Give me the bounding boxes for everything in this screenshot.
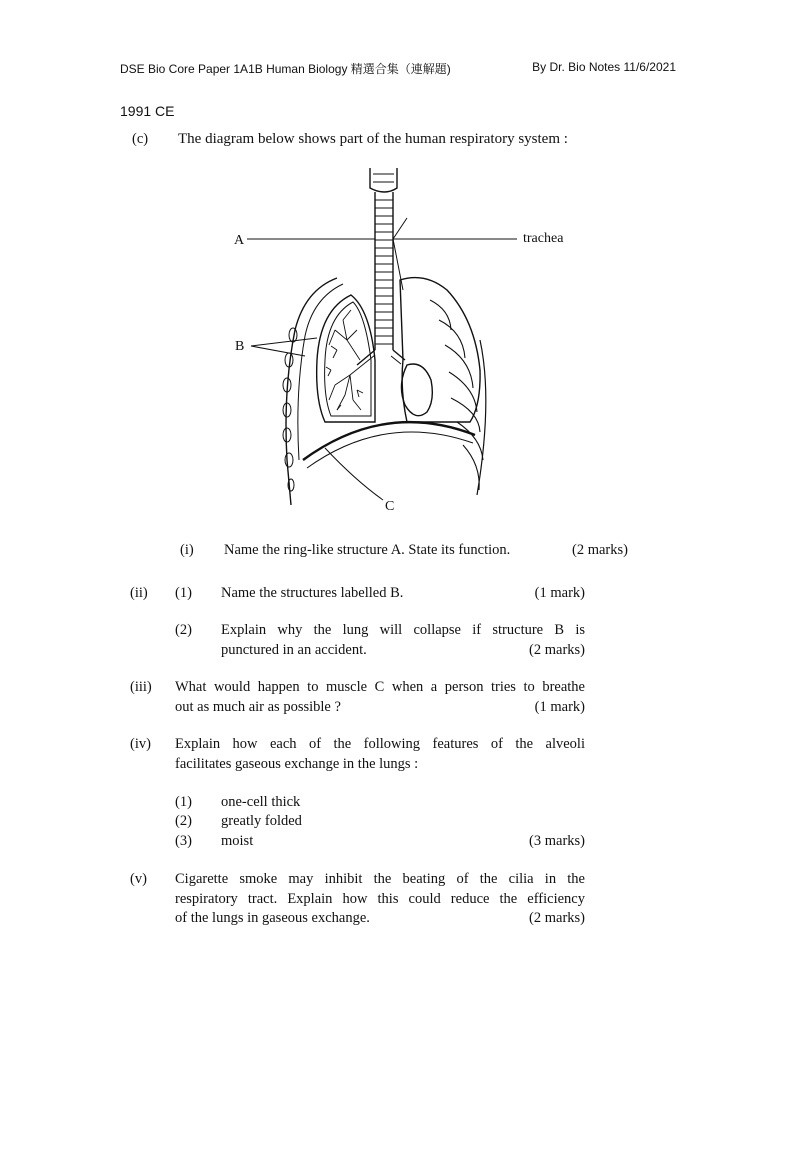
q-iv-number: (iv) xyxy=(130,736,151,752)
q-iv-item-1-number: (1) xyxy=(175,794,192,810)
label-trachea: trachea xyxy=(523,231,564,246)
q-iii-number: (iii) xyxy=(130,679,152,695)
label-b: B xyxy=(235,339,245,354)
q-iv-line1: Explain how each of the following features of the alveoli xyxy=(175,736,585,752)
q-ii-2-line2: punctured in an accident. xyxy=(221,641,367,658)
label-c: C xyxy=(385,499,395,514)
cartilage-rings xyxy=(375,200,393,344)
q-i-number: (i) xyxy=(180,542,194,558)
q-v-line1: Cigarette smoke may inhibit the beating of the cilia in the xyxy=(175,871,585,887)
q-iv-line2: facilitates gaseous exchange in the lungs : xyxy=(175,755,419,772)
q-v-number: (v) xyxy=(130,871,147,887)
header-right: By Dr. Bio Notes 11/6/2021 xyxy=(532,60,676,74)
label-line-c xyxy=(325,448,383,500)
q-ii-1-marks: (1 mark) xyxy=(534,585,585,601)
q-v xyxy=(175,870,585,930)
exam-year: 1991 CE xyxy=(120,103,175,119)
label-line-trachea xyxy=(393,218,517,290)
q-i-marks: (2 marks) xyxy=(572,542,628,558)
q-ii-2-line1: Explain why the lung will collapse if structure B is xyxy=(221,622,585,638)
page-header xyxy=(120,60,676,78)
q-iv-item-3-text: moist xyxy=(221,833,254,849)
q-iv-marks: (3 marks) xyxy=(529,833,585,849)
q-v-line2: respiratory tract. Explain how this could reduce the efficiency xyxy=(175,890,585,907)
label-a: A xyxy=(234,233,245,248)
right-lung xyxy=(400,278,480,422)
q-ii-2-marks: (2 marks) xyxy=(529,641,585,658)
q-iv-item-2-number: (2) xyxy=(175,813,192,829)
q-iv-item-1-text: one-cell thick xyxy=(221,794,301,810)
larynx xyxy=(370,168,397,192)
q-iv-item-2-text: greatly folded xyxy=(221,813,302,829)
q-i-text: Name the ring-like structure A. State its function. xyxy=(224,542,511,558)
label-line-b xyxy=(251,338,317,356)
heart xyxy=(401,364,432,416)
q-ii-1 xyxy=(221,584,585,604)
q-iv-item-3-number: (3) xyxy=(175,833,192,849)
q-iii xyxy=(175,678,585,718)
q-iv xyxy=(175,735,585,774)
question-label: (c) xyxy=(132,131,149,147)
q-ii-1-number: (1) xyxy=(175,585,192,601)
q-iii-line1: What would happen to muscle C when a person tries to breathe xyxy=(175,679,585,695)
q-iv-marks-row xyxy=(175,832,585,852)
right-ribs xyxy=(430,300,483,490)
q-iii-marks: (1 mark) xyxy=(534,698,585,715)
thoracic-wall xyxy=(286,278,337,505)
respiratory-system-diagram xyxy=(225,160,585,520)
q-ii-number: (ii) xyxy=(130,585,148,601)
q-ii-2-number: (2) xyxy=(175,622,192,638)
q-ii-1-text: Name the structures labelled B. xyxy=(221,585,404,601)
q-iii-line2: out as much air as possible ? xyxy=(175,698,341,715)
q-v-marks: (2 marks) xyxy=(529,910,585,926)
header-left: DSE Bio Core Paper 1A1B Human Biology 精選合集（連解題) xyxy=(120,62,451,76)
q-v-line3: of the lungs in gaseous exchange. xyxy=(175,910,370,926)
question-intro: The diagram below shows part of the human respiratory system : xyxy=(178,131,568,147)
q-ii-2 xyxy=(221,621,585,661)
